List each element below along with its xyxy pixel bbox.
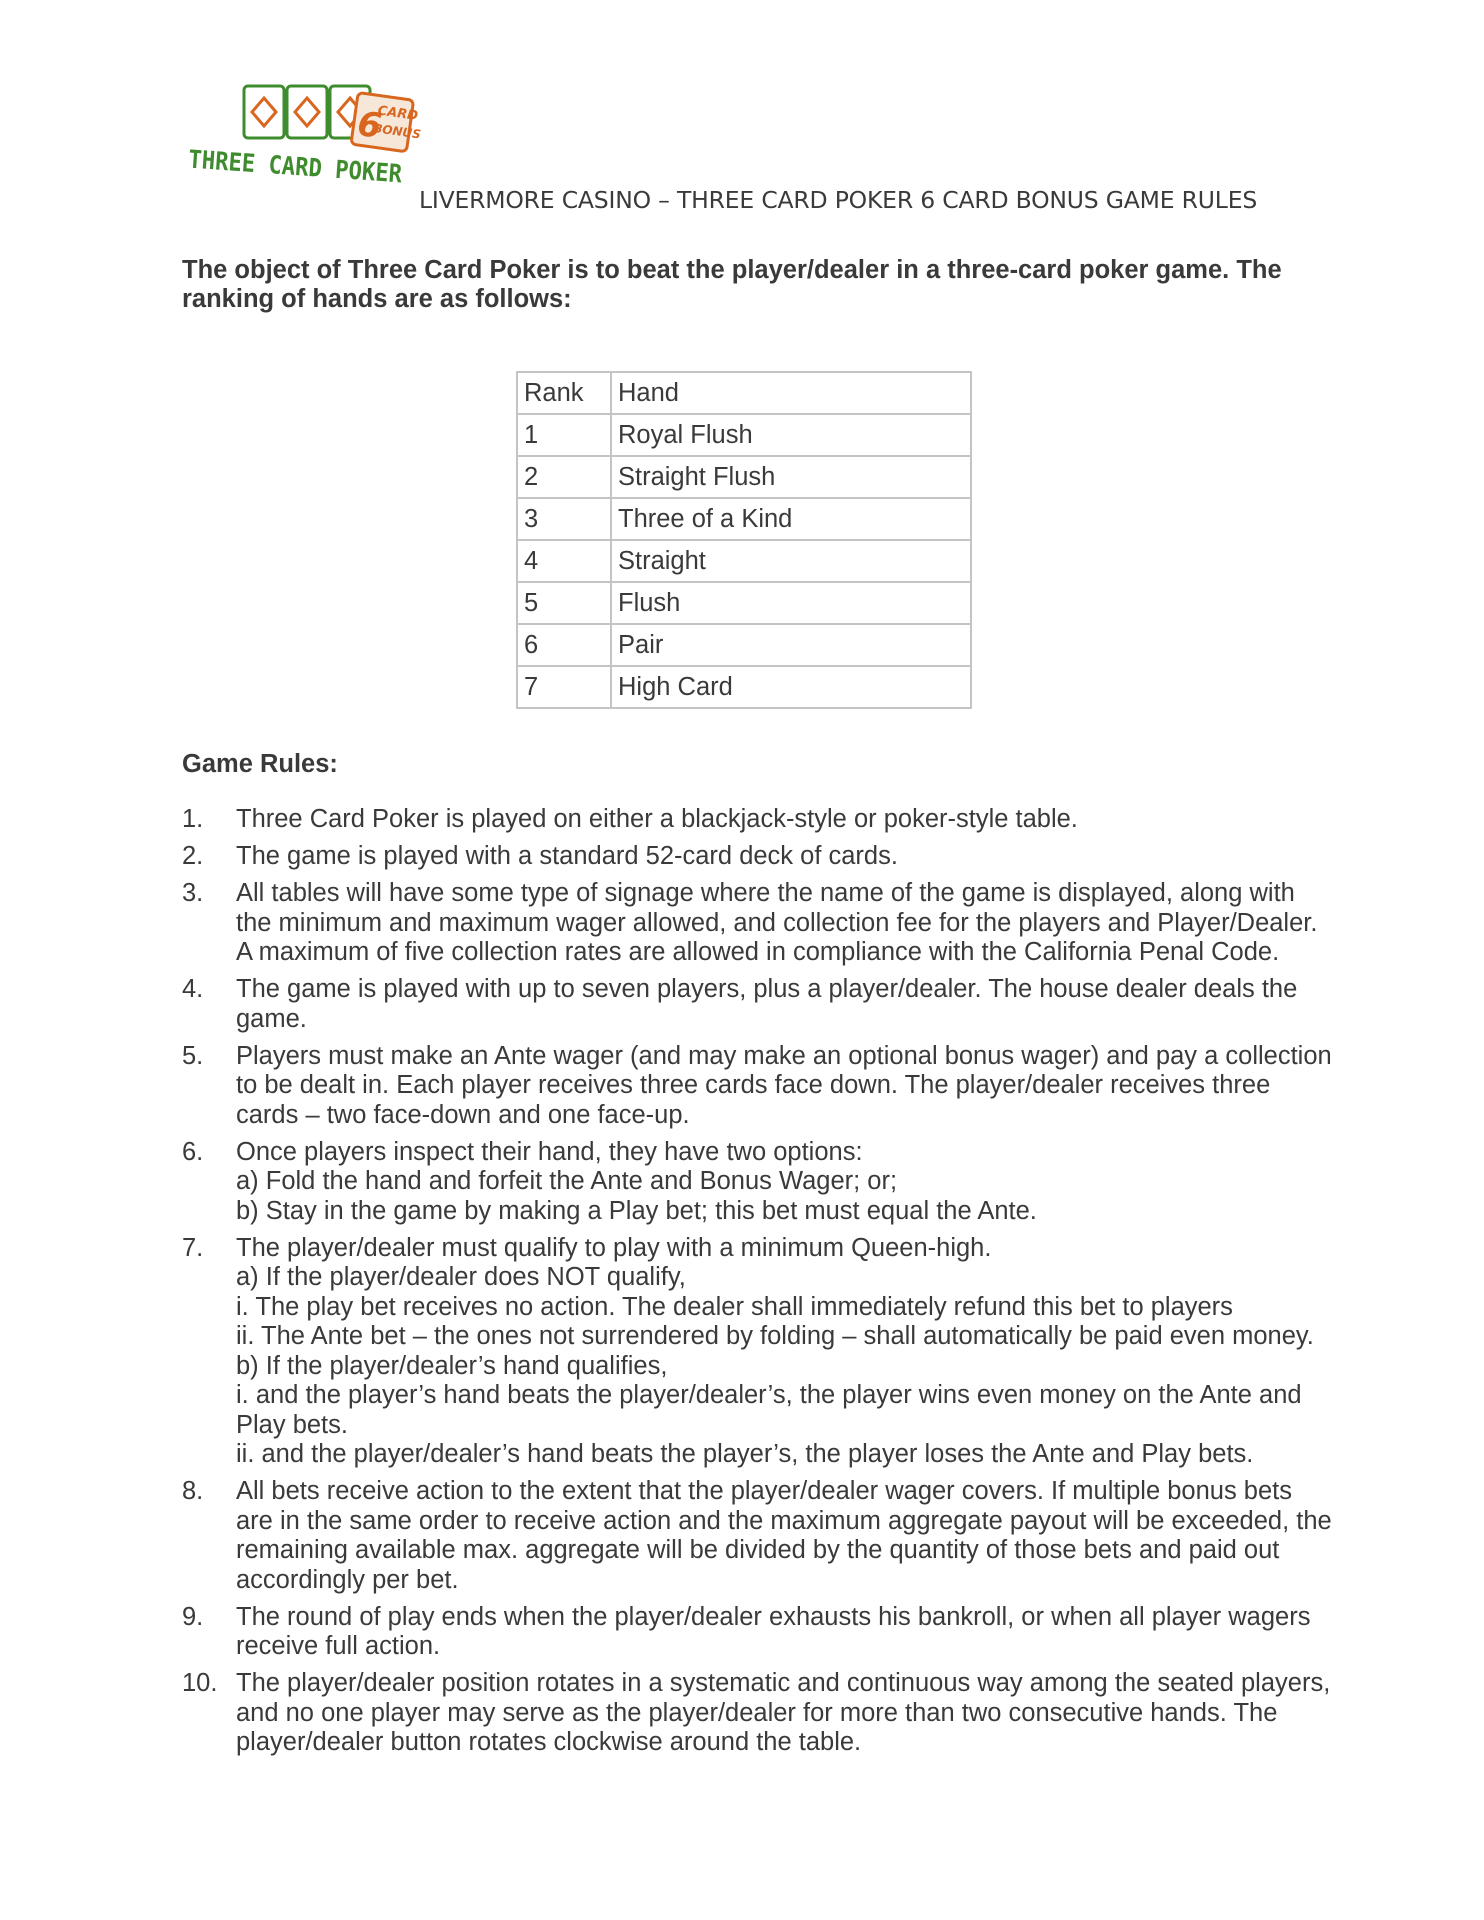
logo-badge-6: 6 (355, 103, 385, 147)
rank-cell: 6 (517, 624, 611, 666)
rule-item (182, 1669, 1332, 1758)
rule-number: 8. (182, 1477, 204, 1505)
logo-badge-card: CARD (376, 103, 419, 124)
game-rules-list (182, 805, 1332, 1765)
hand-ranking-table (516, 371, 972, 709)
rule-subitem: a) If the player/dealer does NOT qualify, (236, 1263, 686, 1291)
rule-text: The game is played with up to seven players, plus a player/dealer. The house dealer deals the game. (236, 975, 1298, 1033)
rule-subitem: i. and the player’s hand beats the player/dealer’s, the player wins even money on the Ante and Play bets. (236, 1381, 1302, 1439)
rule-text: Players must make an Ante wager (and may make an optional bonus wager) and pay a collection to be dealt in. Each player receives three cards face down. The player/dealer receives three cards – two face-down and one face-up. (236, 1041, 1332, 1129)
rule-subitem: i. The play bet receives no action. The dealer shall immediately refund this bet to players (236, 1292, 1233, 1321)
rule-subitem: ii. and the player/dealer’s hand beats the player’s, the player loses the Ante and Play bets. (236, 1440, 1254, 1468)
rule-text: Once players inspect their hand, they have two options: (236, 1137, 863, 1166)
three-card-poker-logo (186, 82, 430, 191)
rank-cell: 3 (517, 498, 611, 540)
table-row (517, 624, 971, 666)
rule-item (182, 975, 1332, 1034)
table-row (517, 498, 971, 540)
rule-number: 4. (182, 975, 204, 1003)
rule-number: 7. (182, 1233, 204, 1262)
game-rules-heading: Game Rules: (182, 750, 338, 778)
rule-item (182, 1234, 1332, 1470)
rule-item (182, 1138, 1332, 1227)
rule-item (182, 805, 1332, 835)
rule-text: The player/dealer position rotates in a systematic and continuous way among the seated players, and no one player may serve as the player/dealer for more than two consecutive hands. The player/dealer button rotates clockwise around the table. (236, 1669, 1331, 1756)
hand-cell: Pair (611, 624, 971, 666)
rule-subitem: b) Stay in the game by making a Play bet; this bet must equal the Ante. (236, 1196, 1037, 1225)
table-row (517, 540, 971, 582)
table-row (517, 414, 971, 456)
rule-number: 5. (182, 1041, 204, 1070)
rule-item (182, 879, 1332, 968)
rule-item (182, 1477, 1332, 1595)
table-row (517, 456, 971, 498)
table-row (517, 666, 971, 708)
hand-cell: Three of a Kind (611, 498, 971, 540)
rule-item (182, 1042, 1332, 1131)
logo-badge-bonus: BONUS (372, 121, 422, 142)
table-row (517, 582, 971, 624)
document-title: LIVERMORE CASINO – THREE CARD POKER 6 CARD BONUS GAME RULES (419, 186, 1258, 214)
column-header-hand: Hand (611, 372, 971, 414)
rule-number: 9. (182, 1602, 204, 1631)
rule-item (182, 1603, 1332, 1662)
column-header-rank: Rank (517, 372, 611, 414)
rule-text: The game is played with a standard 52-card deck of cards. (236, 842, 898, 870)
rule-text: Three Card Poker is played on either a blackjack-style or poker-style table. (236, 805, 1078, 833)
table-header-row (517, 372, 971, 414)
hand-cell: Flush (611, 582, 971, 624)
rule-number: 3. (182, 879, 204, 907)
rule-number: 1. (182, 805, 204, 833)
rank-cell: 5 (517, 582, 611, 624)
logo-bonus-badge (351, 93, 425, 154)
rule-number: 10. (182, 1669, 218, 1697)
intro-paragraph: The object of Three Card Poker is to beat the player/dealer in a three-card poker game. The ranking of hands are as follows: (182, 256, 1282, 313)
logo-wordmark: THREE CARD POKER (187, 144, 430, 191)
hand-cell: Royal Flush (611, 414, 971, 456)
hand-cell: Straight Flush (611, 456, 971, 498)
rule-text: All tables will have some type of signage where the name of the game is displayed, along with the minimum and maximum wager allowed, and collection fee for the players and Player/Dealer. A maximum of five collection rates are allowed in compliance with the California Penal Code. (236, 879, 1318, 966)
rule-number: 2. (182, 842, 204, 870)
rule-number: 6. (182, 1137, 204, 1166)
rule-subitem: b) If the player/dealer’s hand qualifies, (236, 1351, 668, 1380)
rule-subitem: ii. The Ante bet – the ones not surrendered by folding – shall automatically be paid even money. (236, 1322, 1314, 1350)
rank-cell: 2 (517, 456, 611, 498)
rank-cell: 7 (517, 666, 611, 708)
hand-cell: Straight (611, 540, 971, 582)
rule-item (182, 842, 1332, 872)
rank-cell: 1 (517, 414, 611, 456)
logo-cards (244, 86, 370, 138)
rule-text: All bets receive action to the extent that the player/dealer wager covers. If multiple bonus bets are in the same order to receive action and the maximum aggregate payout will be exceeded, the remaining available max. aggregate will be divided by the quantity of those bets and paid out accordingly per bet. (236, 1477, 1332, 1594)
rule-text: The player/dealer must qualify to play with a minimum Queen-high. (236, 1233, 992, 1262)
rule-text: The round of play ends when the player/dealer exhausts his bankroll, or when all player wagers receive full action. (236, 1602, 1311, 1660)
hand-cell: High Card (611, 666, 971, 708)
rank-cell: 4 (517, 540, 611, 582)
rule-subitem: a) Fold the hand and forfeit the Ante and Bonus Wager; or; (236, 1167, 898, 1195)
